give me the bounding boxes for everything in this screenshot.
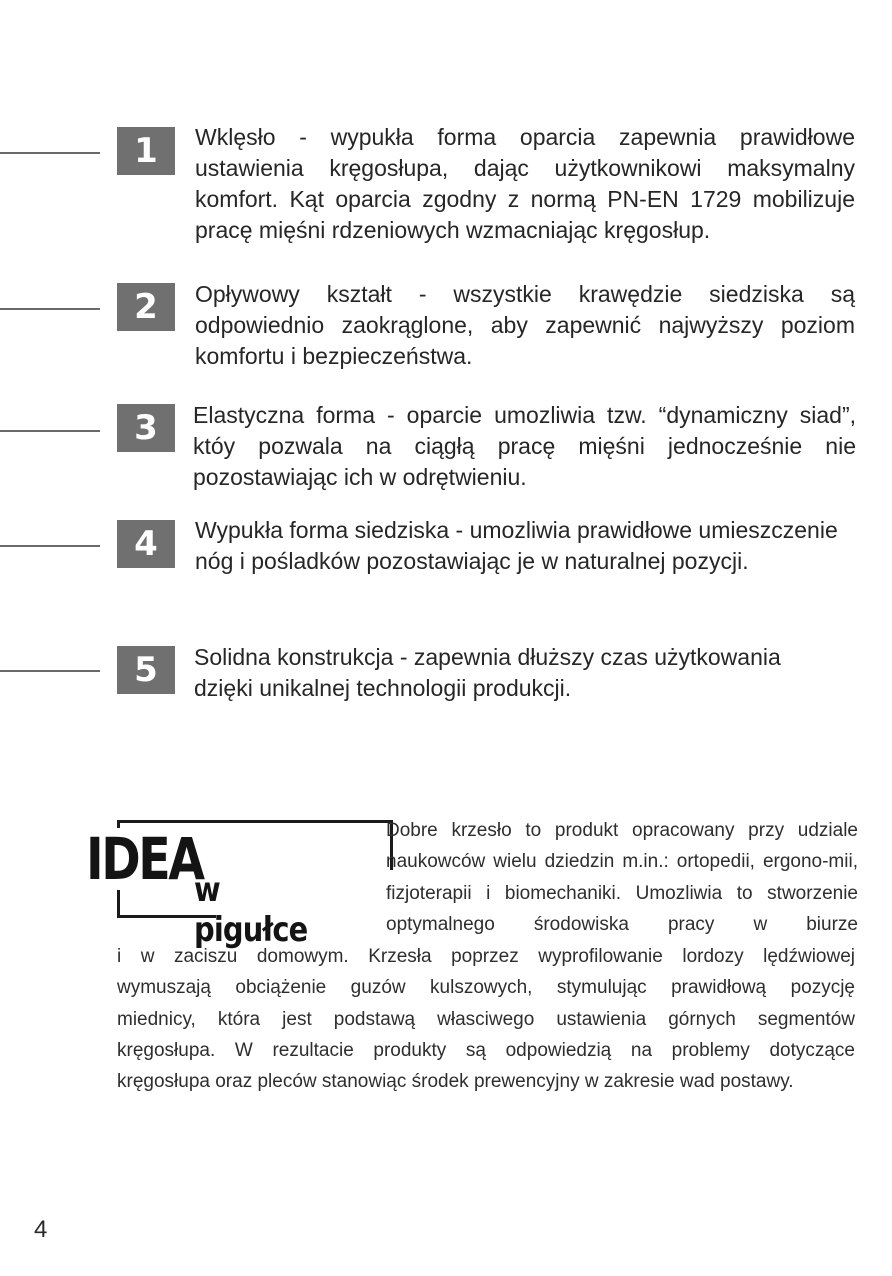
feature-number-badge: 5 xyxy=(117,646,175,694)
divider-line xyxy=(0,545,100,547)
idea-paragraph-bottom xyxy=(117,941,855,1097)
feature-text: Opływowy kształt - wszystkie krawędzie siedziska są odpowiednio zaokrąglone, aby zapewnić najwyższy poziom komfortu i bezpieczeństwa. xyxy=(195,281,855,369)
page-number: 4 xyxy=(34,1216,48,1243)
divider-line xyxy=(0,670,100,672)
logo-subtitle: w pigułce xyxy=(194,870,308,950)
logo-title: IDEA xyxy=(86,828,206,890)
divider-line xyxy=(0,152,100,154)
paragraph-line: kręgosłupa oraz pleców stanowiąc środek prewencyjny w zakresie wad postawy. xyxy=(117,1071,794,1093)
paragraph-line: wymuszają obciążenie guzów kulszowych, stymulując prawidłową pozycję xyxy=(117,977,855,999)
paragraph-line: i w zaciszu domowym. Krzesła poprzez wyprofilowanie lordozy lędźwiowej xyxy=(117,946,855,967)
feature-number-badge: 4 xyxy=(117,520,175,568)
feature-text: Elastyczna forma - oparcie umozliwia tzw. “dynamiczny siad”, któy pozwala na ciągłą pracę mięśni jednocześnie nie pozostawiając ich w odrętwieniu. xyxy=(193,402,856,490)
feature-text: Wklęsło - wypukła forma oparcia zapewnia prawidłowe ustawienia kręgosłupa, dając użytkownikowi maksymalny komfort. Kąt oparcia zgodny z normą PN-EN 1729 mobilizuje pracę mięśni rdzeniowych wzmacniając kręgosłup. xyxy=(195,124,855,243)
feature-number-badge: 1 xyxy=(117,127,175,175)
paragraph-line: miednicy, która jest podstawą własciwego ustawienia górnych segmentów xyxy=(117,1008,855,1030)
feature-text: Solidna konstrukcja - zapewnia dłuższy czas użytkowania dzięki unikalnej technologii produkcji. xyxy=(194,644,781,701)
divider-line xyxy=(0,430,100,432)
paragraph-line: kręgosłupa. W rezultacie produkty są odpowiedzią na problemy dotyczące xyxy=(117,1039,855,1061)
feature-number-badge: 2 xyxy=(117,283,175,331)
idea-paragraph-top: Dobre krzesło to produkt opracowany przy udziale naukowców wielu dziedzin m.in.: ortopedii, ergono-mii, fizjoterapii i biomechaniki. Umozliwia to stworzenie optymalnego środowiska pracy w biurze xyxy=(386,820,858,935)
divider-line xyxy=(0,308,100,310)
idea-logo xyxy=(86,820,356,950)
feature-text: Wypukła forma siedziska - umozliwia prawidłowe umieszczenie nóg i pośladków pozostawiając je w naturalnej pozycji. xyxy=(195,517,838,574)
feature-number-badge: 3 xyxy=(117,404,175,452)
